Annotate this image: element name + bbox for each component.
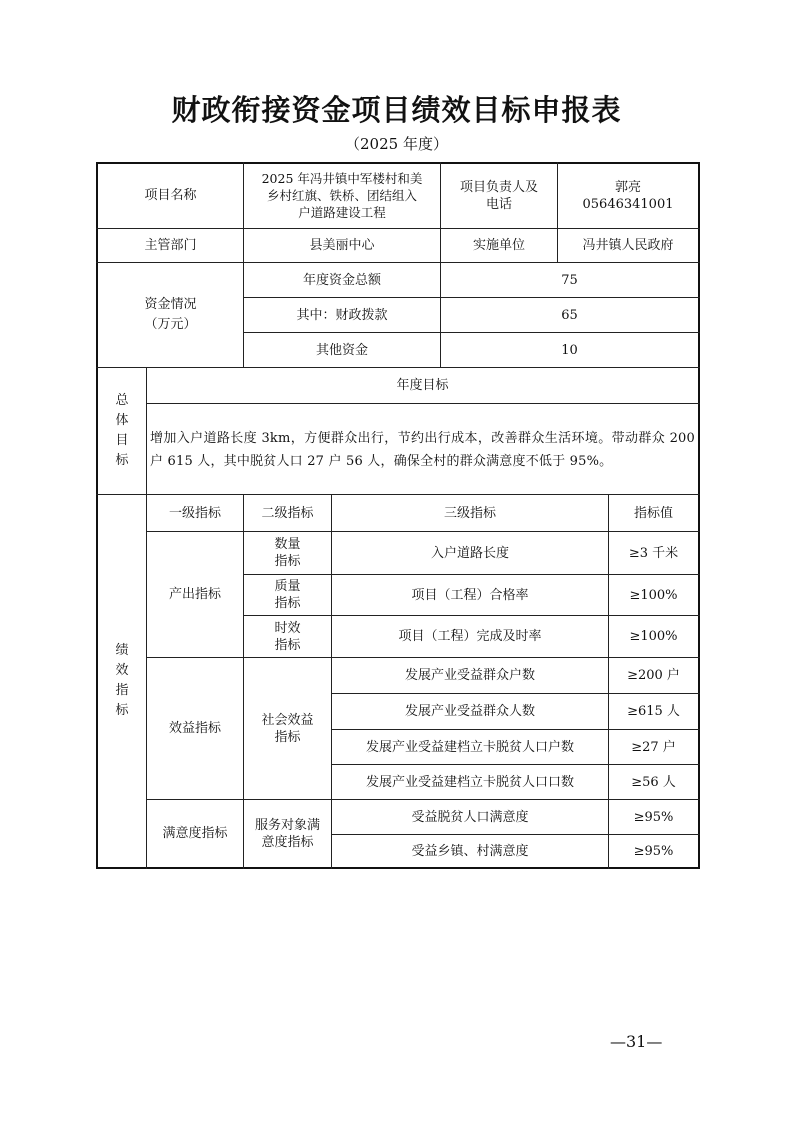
indicator-name: 入户道路长度 <box>430 545 509 561</box>
annual-goal-header: 年度目标 <box>396 378 449 393</box>
header-level3: 三级指标 <box>443 505 496 521</box>
header-level1: 一级指标 <box>168 505 221 521</box>
funds-other-label: 其他资金 <box>315 342 368 358</box>
level1-benefit: 效益指标 <box>168 721 221 736</box>
indicator-name: 发展产业受益群众户数 <box>404 668 535 683</box>
indicator-value: ≥56 人 <box>631 774 676 790</box>
indicator-name: 受益脱贫人口满意度 <box>411 809 529 825</box>
indicator-value: ≥200 户 <box>627 668 680 683</box>
indicator-name: 发展产业受益建档立卡脱贫人口户数 <box>365 739 574 755</box>
level2-quantity: 数量 指标 <box>274 537 301 569</box>
performance-side-label: 绩 效 指 标 <box>115 643 129 718</box>
level1-satisfaction: 满意度指标 <box>162 826 228 841</box>
funds-total-label: 年度资金总额 <box>302 272 381 288</box>
indicator-value: ≥95% <box>633 843 674 859</box>
dept-value: 县美丽中心 <box>309 238 375 253</box>
overall-goal-side-label: 总 体 目 标 <box>115 393 129 468</box>
funds-label: 资金情况 （万元） <box>144 297 197 332</box>
funds-total-value: 75 <box>561 272 578 288</box>
header-level2: 二级指标 <box>261 505 314 521</box>
indicator-name: 发展产业受益建档立卡脱贫人口口数 <box>365 774 574 790</box>
page-subtitle: （2025 年度） <box>345 135 448 153</box>
indicator-name: 项目（工程）合格率 <box>411 587 529 603</box>
impl-unit-label: 实施单位 <box>472 238 525 253</box>
funds-fiscal-label: 其中：财政拨款 <box>296 307 388 323</box>
project-leader-label: 项目负责人及 电话 <box>459 179 538 212</box>
project-leader-value: 郭亮 05646341001 <box>582 179 674 212</box>
indicator-name: 项目（工程）完成及时率 <box>398 629 542 644</box>
level2-quality: 质量 指标 <box>274 579 301 611</box>
impl-unit-value: 冯井镇人民政府 <box>582 238 674 253</box>
dept-label: 主管部门 <box>144 238 197 253</box>
indicator-value: ≥615 人 <box>627 704 680 719</box>
level2-social-benefit: 社会效益 指标 <box>261 712 314 745</box>
project-name-value: 2025 年冯井镇中军楼村和美 乡村红旗、铁桥、团结组入 户道路建设工程 <box>261 171 423 220</box>
level1-output: 产出指标 <box>168 587 221 602</box>
header-value: 指标值 <box>633 505 673 521</box>
funds-other-value: 10 <box>561 342 578 358</box>
level2-timeliness: 时效 指标 <box>274 620 301 653</box>
indicator-value: ≥100% <box>629 587 678 603</box>
project-name-label: 项目名称 <box>144 188 197 203</box>
indicator-value: ≥3 千米 <box>628 545 679 561</box>
funds-fiscal-value: 65 <box>561 307 578 323</box>
page-title: 财政衔接资金项目绩效目标申报表 <box>171 93 622 127</box>
indicator-value: ≥100% <box>629 629 678 644</box>
indicator-value: ≥95% <box>633 809 674 825</box>
indicator-name: 发展产业受益群众人数 <box>404 704 535 719</box>
indicator-name: 受益乡镇、村满意度 <box>411 843 529 859</box>
level2-service-satisfaction: 服务对象满 意度指标 <box>254 817 320 850</box>
page-number: —31— <box>610 1032 663 1051</box>
annual-goal-text: 增加入户道路长度 3km，方便群众出行，节约出行成本，改善群众生活环境。带动群众 200 户 615 人，其中脱贫人口 27 户 56 人，确保全村的群众满意度不低于 95%。 <box>150 431 695 469</box>
indicator-value: ≥27 户 <box>631 739 676 755</box>
